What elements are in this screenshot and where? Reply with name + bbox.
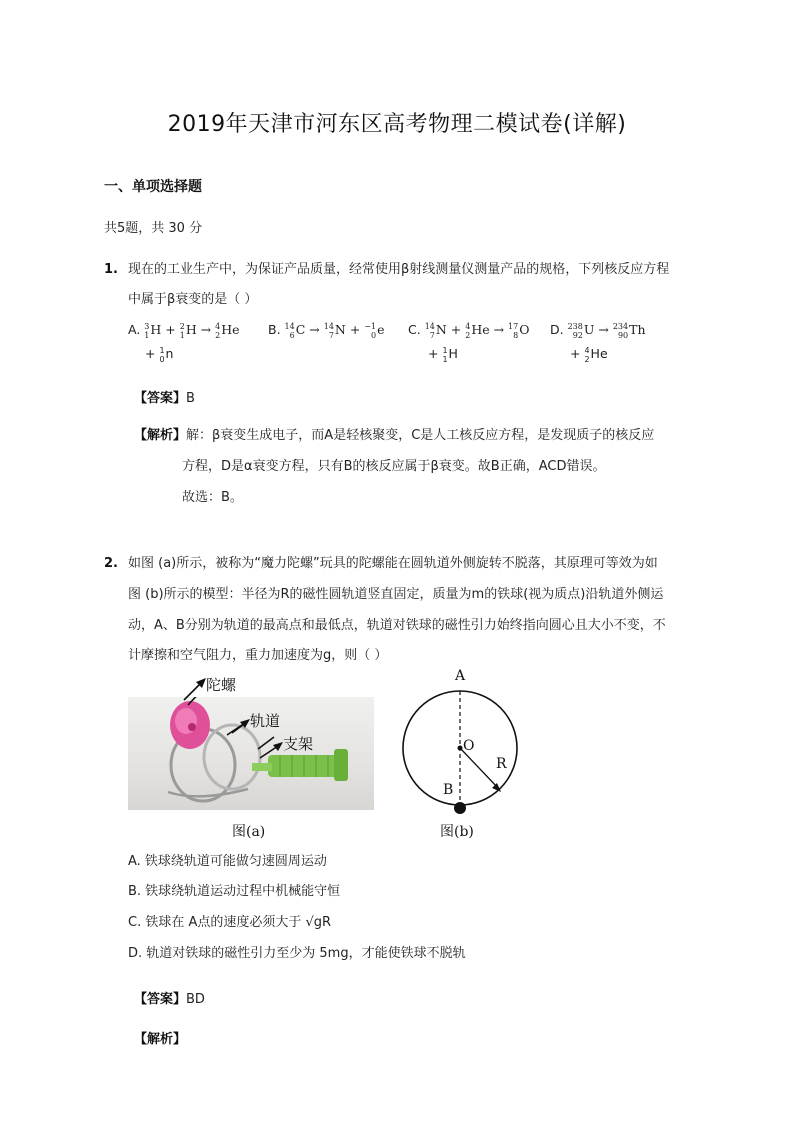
figure-a-caption: 图(a) bbox=[232, 824, 266, 840]
section-heading: 一、单项选择题 bbox=[104, 179, 202, 195]
q1-option-c bbox=[408, 318, 529, 341]
figure-a-label-track: 轨道 bbox=[250, 712, 281, 730]
q1-option-a-formula: 3 1 H + 2 1 H → 4 2 He bbox=[144, 321, 240, 340]
page-title: 2019年天津市河东区高考物理二模试卷(详解) bbox=[167, 111, 627, 137]
q1-option-b bbox=[268, 318, 384, 341]
q1-analysis-line-3: 故选：B。 bbox=[182, 490, 243, 505]
question-1-line-1: 现在的工业生产中，为保证产品质量，经常使用β射线测量仪测量产品的规格，下列核反应方程 bbox=[128, 262, 670, 277]
q1-option-b-label: B. bbox=[268, 322, 281, 337]
q1-option-a-formula-cont: + 1 0 n bbox=[145, 345, 174, 364]
q1-option-c-formula-cont: + 1 1 H bbox=[428, 345, 458, 364]
figure-b-label-r: R bbox=[496, 756, 507, 772]
q1-option-d-formula: 238 92 U → 234 90 Th bbox=[567, 321, 646, 340]
q2-option-b: B. 铁球绕轨道运动过程中机械能守恒 bbox=[128, 884, 341, 899]
q1-option-c-formula: 14 7 N + 4 2 He → 17 8 O bbox=[424, 321, 530, 340]
section-meta: 共5题，共 30 分 bbox=[104, 221, 203, 236]
q1-option-a-label: A. bbox=[128, 322, 141, 337]
q1-answer bbox=[134, 387, 195, 406]
q1-option-d bbox=[550, 318, 646, 341]
figure-b-label-a: A bbox=[455, 668, 466, 684]
question-2-line-4: 计摩擦和空气阻力，重力加速度为g，则（ ） bbox=[128, 648, 388, 663]
q1-option-c-label: C. bbox=[408, 322, 421, 337]
q1-analysis-line-2: 方程，D是α衰变方程，只有B的核反应属于β衰变。故B正确，ACD错误。 bbox=[182, 459, 606, 474]
q1-answer-label: 【答案】 bbox=[134, 391, 187, 406]
q2-option-d: D. 轨道对铁球的磁性引力至少为 5mg，才能使铁球不脱轨 bbox=[128, 946, 466, 961]
q1-answer-value: B bbox=[186, 391, 195, 406]
question-2-line-2: 图 (b)所示的模型：半径为R的磁性圆轨道竖直固定，质量为m的铁球(视为质点)沿轨道外侧运 bbox=[128, 587, 664, 602]
q2-option-a: A. 铁球绕轨道可能做匀速圆周运动 bbox=[128, 854, 327, 869]
q1-option-a bbox=[128, 318, 240, 341]
figure-b-caption: 图(b) bbox=[440, 824, 474, 840]
q1-option-d-formula-cont: + 4 2 He bbox=[570, 345, 608, 364]
question-2-line-1: 如图 (a)所示，被称为“魔力陀螺”玩具的陀螺能在圆轨道外侧旋转不脱落，其原理可等效为如 bbox=[128, 556, 658, 571]
q1-analysis-label: 【解析】 bbox=[134, 428, 187, 443]
figure-a-label-gyro: 陀螺 bbox=[206, 676, 237, 694]
q1-analysis-line-1 bbox=[134, 420, 654, 451]
q2-answer-label: 【答案】 bbox=[134, 992, 187, 1007]
question-1-number: 1. bbox=[104, 262, 118, 277]
figure-b-label-b: B bbox=[443, 782, 454, 798]
q2-analysis-label: 【解析】 bbox=[134, 1032, 187, 1047]
q1-option-b-formula: 14 6 C → 14 7 N + −1 0 e bbox=[284, 321, 385, 340]
q1-option-d-label: D. bbox=[550, 322, 564, 337]
figure-b-label-o: O bbox=[463, 738, 475, 754]
question-2-line-3: 动，A、B分别为轨道的最高点和最低点，轨道对铁球的磁性引力始终指向圆心且大小不变，不 bbox=[128, 618, 666, 633]
q1-analysis-text-1: 解：β衰变生成电子，而A是轻核聚变，C是人工核反应方程，是发现质子的核反应 bbox=[186, 428, 655, 443]
q2-answer-value: BD bbox=[186, 992, 205, 1007]
question-2-number: 2. bbox=[104, 556, 118, 571]
question-1-line-2: 中属于β衰变的是（ ） bbox=[128, 292, 258, 307]
q2-answer bbox=[134, 988, 205, 1007]
figure-a-label-stand: 支架 bbox=[283, 735, 314, 753]
q2-analysis bbox=[134, 1028, 186, 1047]
q2-option-c: C. 铁球在 A点的速度必须大于 √gR bbox=[128, 915, 332, 930]
